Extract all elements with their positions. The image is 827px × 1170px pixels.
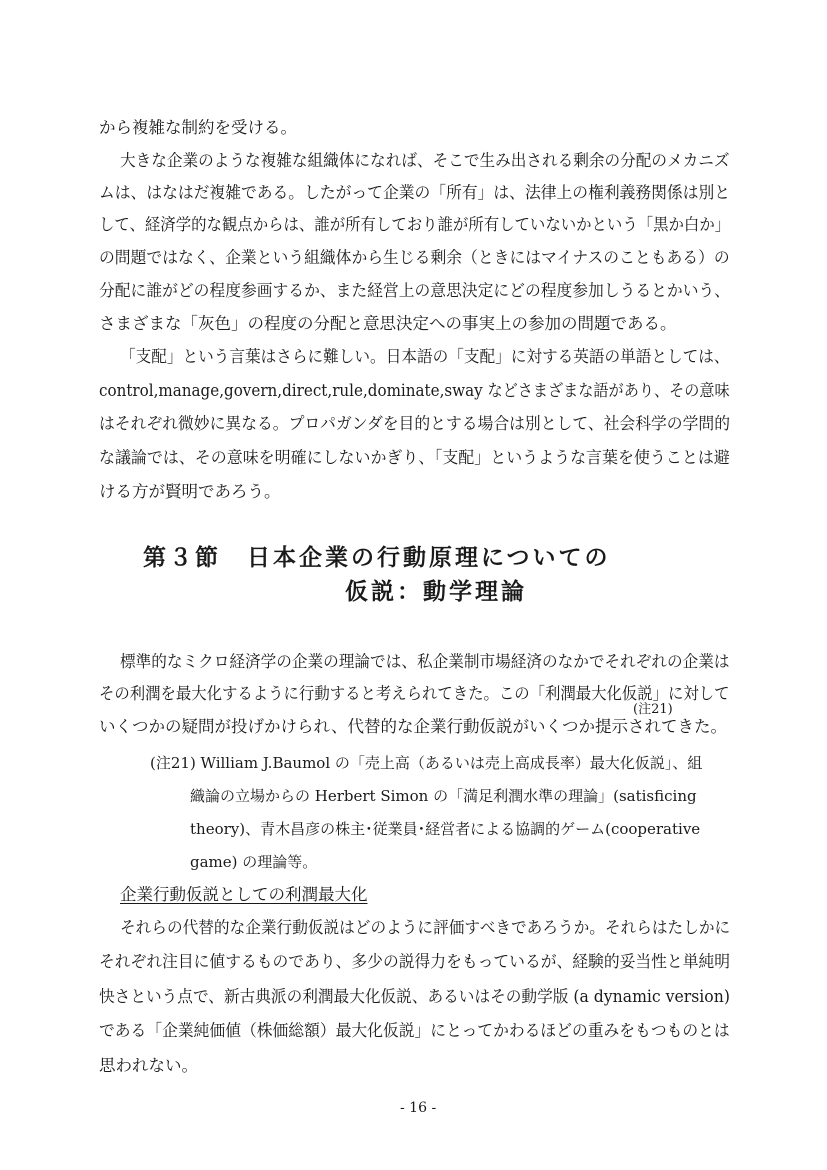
paragraph-line: それぞれ注目に値するものであり、多少の説得力をもっているが、経験的妥当性と単純明 [99, 952, 731, 971]
paragraph-line: 大きな企業のような複雑な組織体になれば、そこで生み出される剰余の分配のメカニズ [120, 151, 730, 170]
section-heading-continued: 仮説：動学理論 [345, 579, 527, 605]
paragraph-line: の問題ではなく、企業という組織体から生じる剰余（ときにはマイナスのこともある）の [99, 248, 730, 267]
section-heading: 第３節 日本企業の行動原理についての [143, 545, 611, 571]
paragraph-line: して、経済学的な観点からは、誰が所有しており誰が所有していないかという「黒か白か」 [99, 215, 731, 234]
paragraph-line: から複雑な制約を受ける。 [99, 118, 297, 137]
paragraph-line: その利潤を最大化するように行動すると考えられてきた。この「利潤最大化仮説」に対して [99, 684, 730, 703]
footnote-line: (注21) William J.Baumol の「売上高（あるいは売上高成長率）最大化仮説」、組 [150, 754, 703, 772]
paragraph-line: 分配に誰がどの程度参画するか、また経営上の意思決定にどの程度参加しうるとかいう、 [99, 281, 731, 300]
paragraph-line: それらの代替的な企業行動仮説はどのように評価すべきであろうか。それらはたしかに [120, 918, 731, 937]
subheading: 企業行動仮説としての利潤最大化 [120, 885, 368, 904]
paragraph-line: はそれぞれ微妙に異なる。プロパガンダを目的とする場合は別として、社会科学の学問的 [99, 414, 731, 433]
paragraph-line: 思われない。 [99, 1056, 198, 1075]
footnote-line: game) の理論等。 [190, 853, 318, 871]
paragraph-line: 標準的なミクロ経済学の企業の理論では、私企業制市場経済のなかでそれぞれの企業は [120, 652, 730, 671]
paragraph-line: な議論では、その意味を明確にしないかぎり、「支配」というような言葉を使うことは避 [99, 448, 730, 467]
paragraph-line: である「企業純価値（株価総額）最大化仮説」にとってかわるほどの重みをもつものとは [99, 1021, 730, 1040]
footnote-marker: (注21) [633, 702, 673, 717]
paragraph-line: ムは、はなはだ複雑である。したがって企業の「所有」は、法律上の権利義務関係は別と [99, 183, 731, 202]
paragraph-line: ける方が賢明であろう。 [99, 482, 281, 501]
page-number: - 16 - [400, 1100, 437, 1116]
paragraph-line: 快さという点で、新古典派の利潤最大化仮説、あるいはその動学版 (a dynamic version) [99, 987, 730, 1006]
paragraph-line: さまざまな「灰色」の程度の分配と意思決定への事実上の参加の問題である。 [99, 314, 677, 333]
footnote-line: theory)、青木昌彦の株主･従業員･経営者による協調的ゲーム(cooperative [190, 820, 701, 838]
paragraph-line: 「支配」という言葉はさらに難しい。日本語の「支配」に対する英語の単語としては、 [120, 347, 730, 366]
footnote-line: 織論の立場からの Herbert Simon の「満足利潤水準の理論」(satisficing [190, 787, 697, 805]
paragraph-line: いくつかの疑問が投げかけられ、代替的な企業行動仮説がいくつか提示されてきた。 [99, 717, 727, 736]
paragraph-line: control,manage,govern,direct,rule,dominate,sway などさまざまな語があり、その意味 [99, 381, 730, 400]
